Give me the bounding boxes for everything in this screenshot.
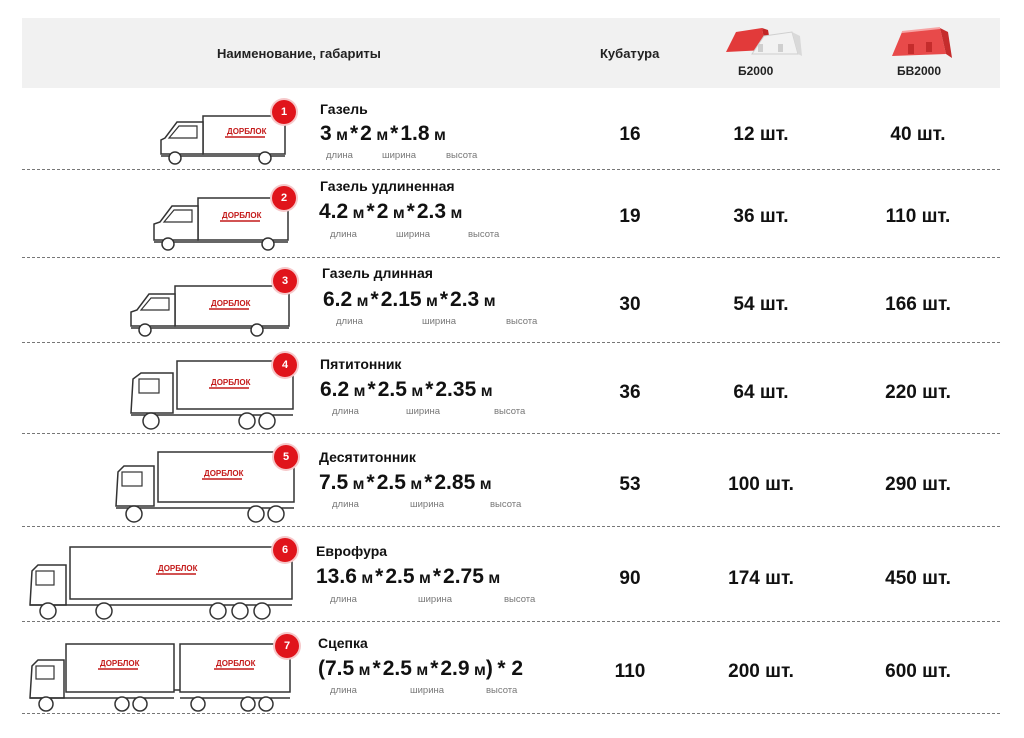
- bv2000-cell: 220 шт.: [885, 382, 951, 403]
- table-row: [22, 170, 1000, 258]
- volume-cell: 16: [619, 124, 641, 145]
- caption-length: длина: [332, 406, 359, 417]
- table-row: [22, 343, 1000, 434]
- header-bv2000-label: БВ2000: [897, 64, 941, 78]
- gazelle-long-truck-icon: [150, 194, 290, 254]
- table-row: [22, 258, 1000, 343]
- header-name-label: Наименование, габариты: [217, 46, 381, 61]
- b2000-cell: 12 шт.: [733, 124, 789, 145]
- caption-length: длина: [330, 594, 357, 605]
- caption-width: ширина: [406, 406, 441, 417]
- caption-height: высота: [486, 685, 518, 696]
- truck-name: Десятитонник: [319, 449, 416, 465]
- truck-dimensions: 4.2 м*2 м*2.3 м: [319, 200, 463, 223]
- header-volume-label: Кубатура: [600, 46, 660, 61]
- barrier-b2000-icon: [722, 22, 804, 62]
- caption-height: высота: [490, 499, 522, 510]
- bv2000-cell: 166 шт.: [885, 294, 951, 315]
- truck-dimensions: 6.2 м*2.15 м*2.3 м: [323, 288, 496, 311]
- eurotruck-icon: [26, 543, 298, 621]
- volume-cell: 36: [619, 382, 641, 403]
- table-row: [22, 527, 1000, 622]
- svg-text:ДОРБЛОК: ДОРБЛОК: [211, 378, 251, 387]
- caption-width: ширина: [410, 685, 445, 696]
- volume-cell: 90: [619, 568, 641, 589]
- truck-name: Газель длинная: [322, 265, 433, 281]
- caption-height: высота: [468, 229, 500, 240]
- caption-width: ширина: [382, 150, 417, 161]
- table-row: [22, 434, 1000, 527]
- b2000-cell: 36 шт.: [733, 206, 789, 227]
- caption-length: длина: [336, 316, 363, 327]
- row-number-badge: 7: [275, 634, 299, 658]
- truck-name: Сцепка: [318, 635, 368, 651]
- gazelle-extra-long-truck-icon: [127, 282, 292, 340]
- caption-length: длина: [330, 229, 357, 240]
- table-row: [22, 90, 1000, 170]
- truck-dimensions: 13.6 м*2.5 м*2.75 м: [316, 565, 501, 588]
- row-number-badge: 5: [274, 445, 298, 469]
- five-ton-truck-icon: [127, 357, 297, 433]
- svg-text:ДОРБЛОК: ДОРБЛОК: [222, 211, 262, 220]
- svg-text:ДОРБЛОК: ДОРБЛОК: [227, 127, 267, 136]
- caption-height: высота: [506, 316, 538, 327]
- caption-width: ширина: [422, 316, 457, 327]
- truck-dimensions: 7.5 м*2.5 м*2.85 м: [319, 471, 492, 494]
- row-number-badge: 2: [272, 186, 296, 210]
- caption-height: высота: [504, 594, 536, 605]
- truck-name: Еврофура: [316, 543, 388, 559]
- svg-text:ДОРБЛОК: ДОРБЛОК: [100, 659, 140, 668]
- row-divider: [22, 713, 1000, 714]
- road-train-icon: [26, 640, 298, 714]
- caption-width: ширина: [418, 594, 453, 605]
- caption-length: длина: [330, 685, 357, 696]
- caption-height: высота: [494, 406, 526, 417]
- ten-ton-truck-icon: [112, 448, 297, 526]
- volume-cell: 53: [619, 474, 641, 495]
- truck-name: Газель: [320, 101, 368, 117]
- barrier-bv2000-icon: [888, 24, 954, 62]
- table-row: [22, 622, 1000, 714]
- bv2000-cell: 600 шт.: [885, 661, 951, 682]
- volume-cell: 30: [619, 294, 641, 315]
- truck-name: Пятитонник: [320, 356, 402, 372]
- caption-length: длина: [332, 499, 359, 510]
- truck-dimensions: 6.2 м*2.5 м*2.35 м: [320, 378, 493, 401]
- truck-name: Газель удлиненная: [320, 178, 455, 194]
- gazelle-truck-icon: [157, 112, 287, 166]
- caption-width: ширина: [396, 229, 431, 240]
- bv2000-cell: 40 шт.: [890, 124, 946, 145]
- truck-dimensions: 3 м*2 м*1.8 м: [320, 122, 446, 145]
- row-number-badge: 4: [273, 353, 297, 377]
- row-number-badge: 1: [272, 100, 296, 124]
- b2000-cell: 100 шт.: [728, 474, 794, 495]
- svg-text:ДОРБЛОК: ДОРБЛОК: [216, 659, 256, 668]
- svg-text:ДОРБЛОК: ДОРБЛОК: [211, 299, 251, 308]
- bv2000-cell: 290 шт.: [885, 474, 951, 495]
- volume-cell: 19: [619, 206, 641, 227]
- b2000-cell: 200 шт.: [728, 661, 794, 682]
- b2000-cell: 174 шт.: [728, 568, 794, 589]
- row-number-badge: 6: [273, 538, 297, 562]
- header-b2000-label: Б2000: [738, 64, 774, 78]
- bv2000-cell: 110 шт.: [885, 206, 951, 227]
- row-number-badge: 3: [273, 269, 297, 293]
- truck-dimensions: (7.5 м*2.5 м*2.9 м) * 2: [318, 657, 524, 680]
- volume-cell: 110: [614, 661, 646, 682]
- svg-text:ДОРБЛОК: ДОРБЛОК: [158, 564, 198, 573]
- table-header: [22, 18, 1000, 88]
- caption-height: высота: [446, 150, 478, 161]
- caption-width: ширина: [410, 499, 445, 510]
- caption-length: длина: [326, 150, 353, 161]
- bv2000-cell: 450 шт.: [885, 568, 951, 589]
- svg-text:ДОРБЛОК: ДОРБЛОК: [204, 469, 244, 478]
- b2000-cell: 64 шт.: [733, 382, 789, 403]
- b2000-cell: 54 шт.: [733, 294, 789, 315]
